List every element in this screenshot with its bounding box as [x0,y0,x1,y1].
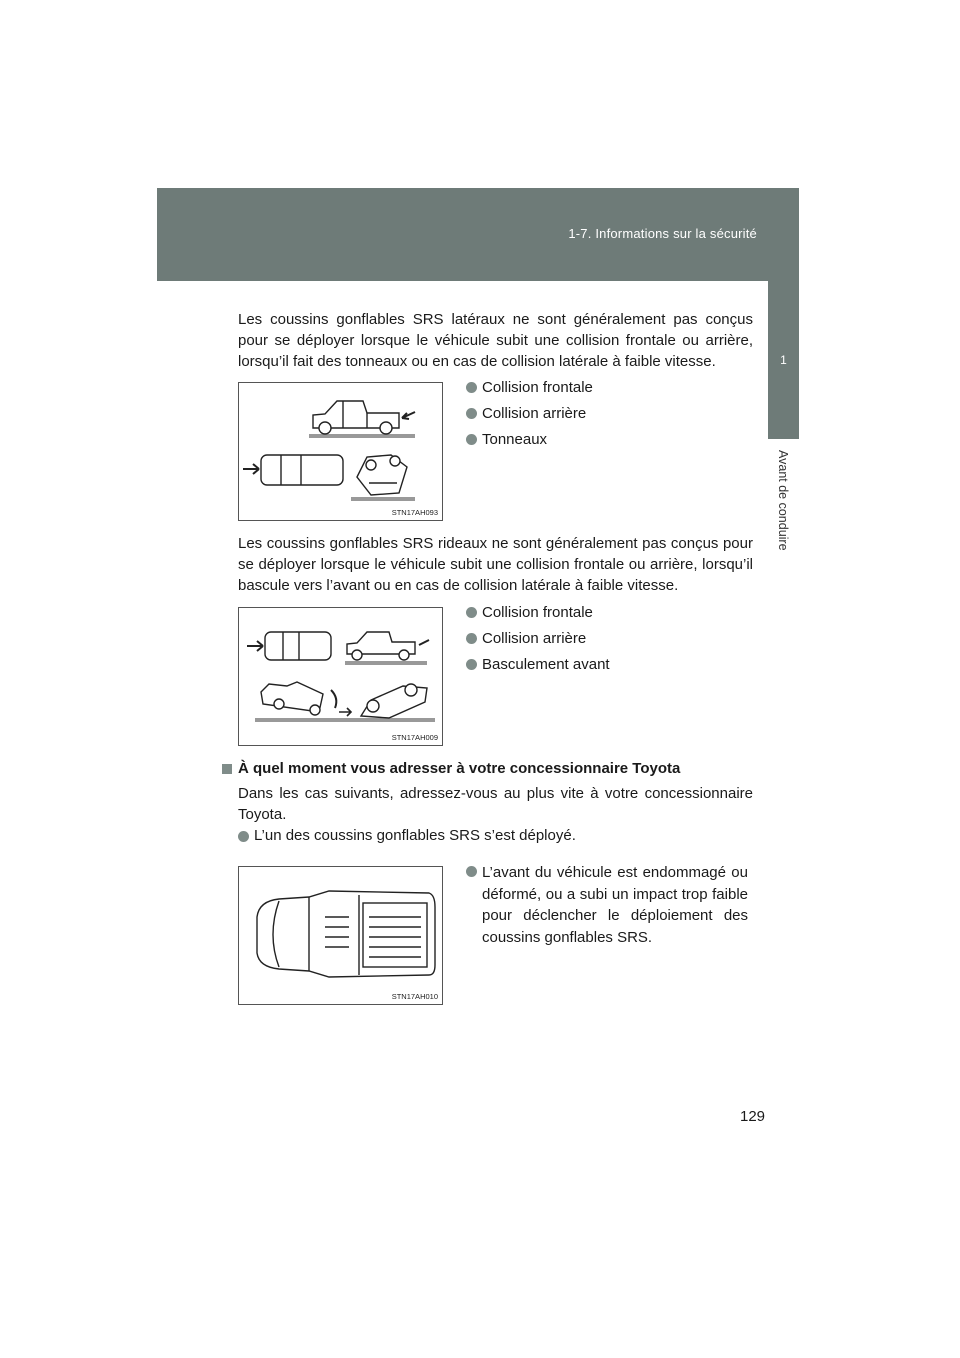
chapter-title: Avant de conduire [776,450,790,551]
list-item: L’un des coussins gonflables SRS s’est déployé. [238,827,576,844]
list-item: Collision arrière [466,404,593,430]
list-item: Basculement avant [466,655,610,681]
bullet-list-2 [466,603,610,681]
chapter-title-vertical [770,450,796,570]
list-item: Collision frontale [466,603,610,629]
bullet-list-1 [466,378,593,456]
figure-side-airbag-cases [238,382,443,521]
truck-illustration-2 [239,608,444,747]
list-item: L’avant du véhicule est endommagé ou déformé, ou a subi un impact trop faible pour déclencher le déploiement des coussins gonflables SRS. [466,862,748,948]
section-header-title: 1-7. Informations sur la sécurité [568,226,757,241]
section-square-icon [222,764,232,774]
figure-code: STN17AH010 [391,992,438,1001]
chapter-number: 1 [780,353,787,367]
bullet-dot-icon [466,607,477,618]
section-heading: À quel moment vous adresser à votre concessionnaire Toyota [222,760,762,777]
figure-code: STN17AH009 [391,733,438,742]
bullet-dot-icon [466,633,477,644]
figure-curtain-airbag-cases [238,607,443,746]
truck-top-illustration [239,867,444,1006]
page-number: 129 [740,1108,766,1125]
bullet-dot-icon [466,866,477,877]
bullet-dot-icon [466,659,477,670]
list-item: Collision arrière [466,629,610,655]
truck-illustration-1 [239,383,444,522]
header-band [157,188,799,281]
side-airbag-paragraph: Les coussins gonflables SRS latéraux ne sont généralement pas conçus pour se déployer lorsque le véhicule subit une collision frontale ou arrière, lorsqu’il fait des tonneaux ou en cas de collision latérale à faible vitesse. [238,311,753,370]
section-intro: Dans les cas suivants, adressez-vous au plus vite à votre concessionnaire Toyota. [238,785,753,823]
list-item: Tonneaux [466,430,593,456]
bullet-dot-icon [466,408,477,419]
chapter-tab [768,281,799,439]
list-item: Collision frontale [466,378,593,404]
bullet-dot-icon [466,382,477,393]
figure-truck-top-view [238,866,443,1005]
bullet-dot-icon [238,831,249,842]
bullet-dot-icon [466,434,477,445]
curtain-airbag-paragraph: Les coussins gonflables SRS rideaux ne sont généralement pas conçus pour se déployer lorsque le véhicule subit une collision frontale ou arrière, lorsqu’il bascule vers l’avant ou en cas de collision latérale à faible vitesse. [238,535,753,594]
figure-code: STN17AH093 [391,508,438,517]
